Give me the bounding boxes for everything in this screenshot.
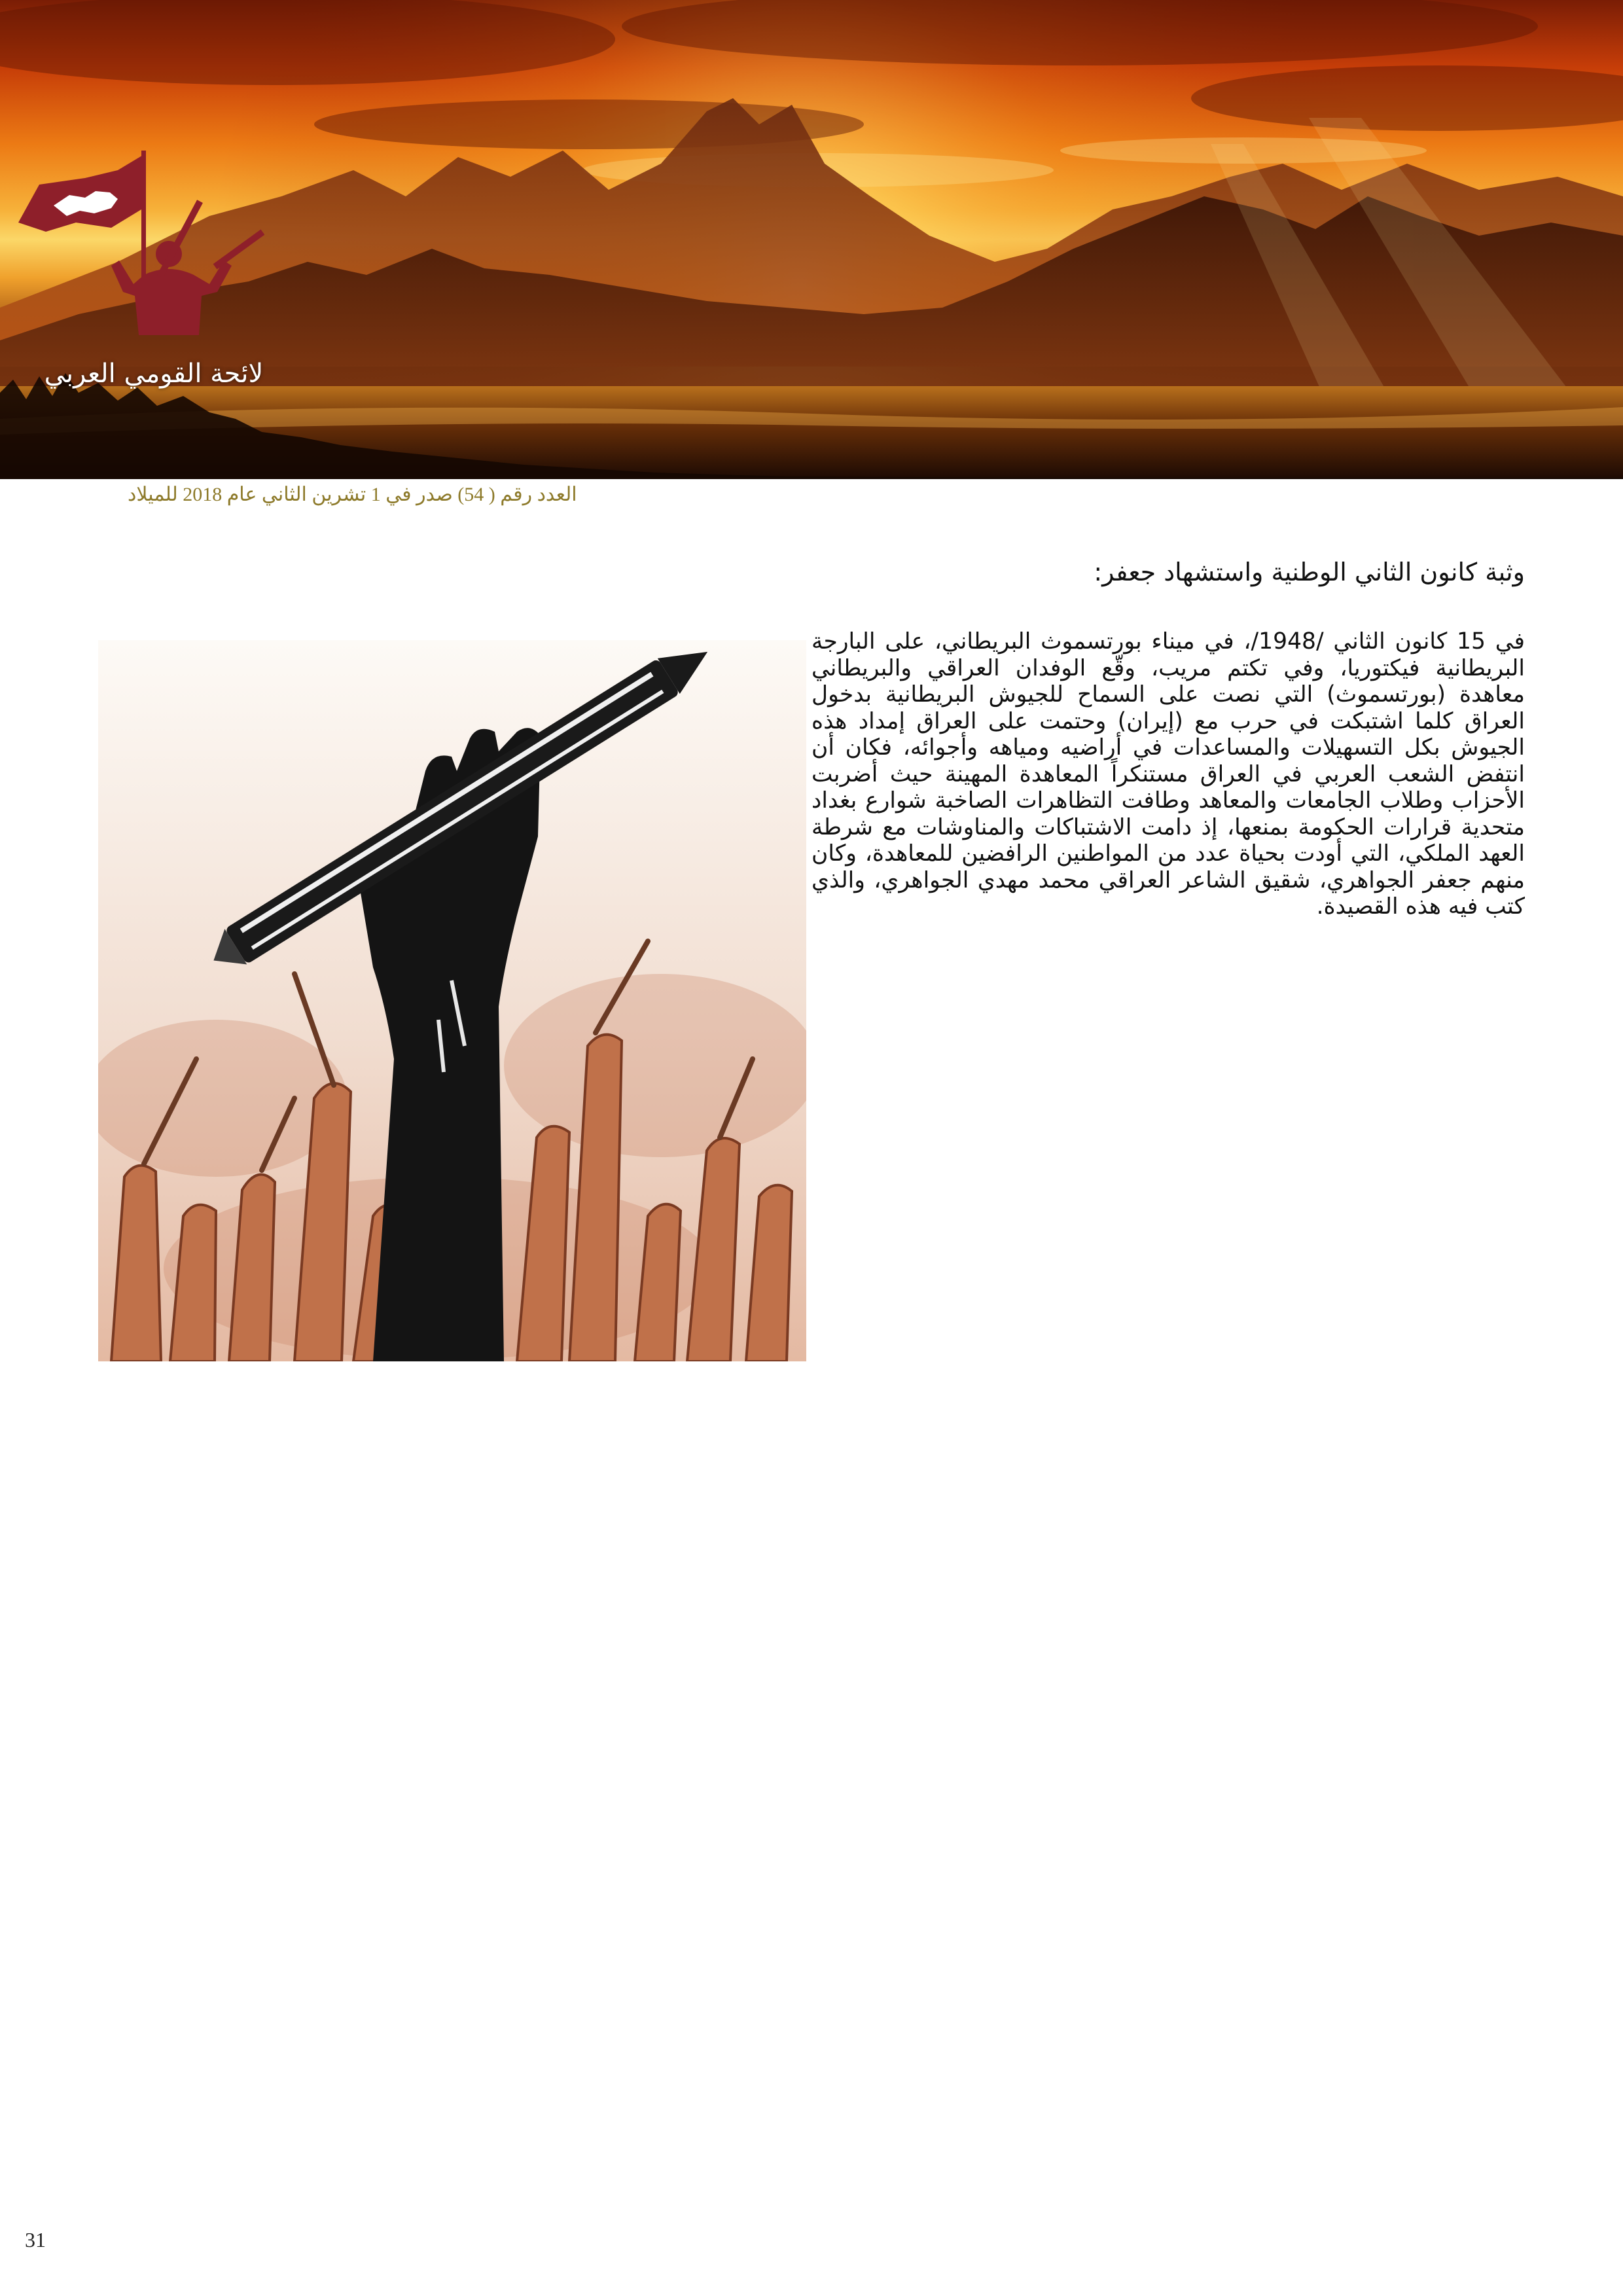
issue-info: العدد رقم ( 54) صدر في 1 تشرين الثاني عام 2018 للميلاد <box>128 484 577 505</box>
page-number: 31 <box>25 2228 46 2251</box>
article-body: في 15 كانون الثاني /1948/، في ميناء بورتسموث البريطاني، على البارجة البريطانية فيكتوريا، وفي تكتم مريب، وقّع الوفدان العراقي والبريطاني معاهدة (بورتسموث) التي نصت على السماح للجيوش البريطانية بدخول العراق كلما اشتبكت في حرب مع (إيران) وحتمت على العراق إمداد هذه الجيوش بكل التسهيلات والمساعدات في أراضيه ومياهه وأجوائه، فكان أن انتفض الشعب العربي في العراق مستنكراً المعاهدة المهينة حيث أضربت الأحزاب وطلاب الجامعات والمعاهد وطافت التظاهرات الصاخبة شوارع بغداد متحدية قرارات الحكومة بمنعها، إذ دامت الاشتباكات والمناوشات مع شرطة العهد الملكي، التي أودت بحياة عدد من المواطنين الرافضين للمعاهدة، وكان منهم جعفر الجواهري، شقيق الشاعر العراقي محمد مهدي الجواهري، والذي كتب فيه هذه القصيدة. <box>812 628 1525 920</box>
raised-fists-with-pens <box>98 640 806 1361</box>
protest-illustration <box>98 640 806 1361</box>
article-title: وثبة كانون الثاني الوطنية واستشهاد جعفر: <box>1094 558 1525 586</box>
logo-emblem <box>13 144 288 360</box>
logo-text: لائحة القومي العربي <box>44 359 264 389</box>
header-banner <box>0 0 1623 479</box>
